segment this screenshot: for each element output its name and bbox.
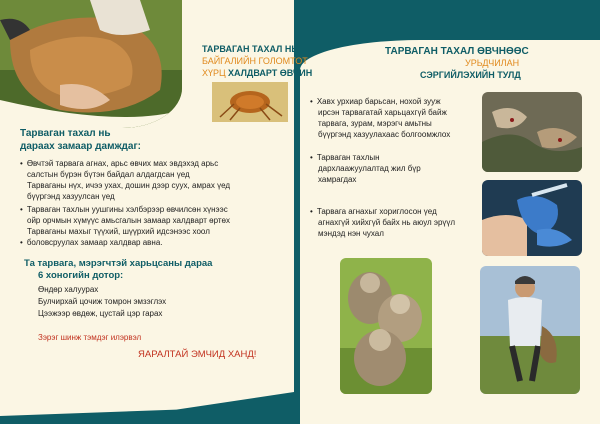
symptom-note: Зэрэг шинж тэмдэг илэрвэл — [38, 333, 142, 342]
paragraph1-line4: бүүргэнд хазуулсан үед — [27, 192, 115, 201]
photo-herdsman — [480, 266, 580, 394]
paragraph2-line1: • Тарваган тахлын уушгины хэлбэрээр өвчилсөн хүнээс — [20, 205, 228, 214]
section-title-transmission-1: Тарваган тахал нь — [20, 128, 111, 139]
prevention-1-line3: тарвага, зурам, мэрэгч амьтны — [318, 119, 432, 128]
symptom-1: Өндөр халуурах — [38, 285, 99, 294]
paragraph1-line2: салстын бүрэн бүтэн байдал алдагдсан үед — [27, 170, 190, 179]
paragraph2-line2: ойр орчмын хүмүүс амьсгалын замаар халдварт өртөх — [27, 216, 230, 225]
prevention-2-line3: хамрагдах — [318, 175, 357, 184]
prevention-1-line4: бүүргэнд хазуулахаас болгоомжлох — [318, 130, 451, 139]
contact-title-2: 6 хоногийн дотор: — [38, 270, 124, 281]
left-heading-2: БАЙГАЛИЙН ГОЛОМТОТ — [202, 56, 308, 66]
contact-title-1: Та тарвага, мэрэгчтэй харьцсаны дараа — [24, 258, 213, 269]
right-title-1: ТАРВАГАН ТАХАЛ ӨВЧНӨӨС — [385, 46, 529, 57]
prevention-3-line1: • Тарвага агнахыг хориглосон үед — [310, 207, 437, 216]
paragraph1-line1: • Өвчтэй тарвага агнах, арьс өвчих мах эвдэхэд арьс — [20, 159, 218, 168]
photo-flea — [212, 82, 288, 122]
prevention-2-line1: • Тарваган тахлын — [310, 153, 380, 162]
left-heading-3b: ХАЛДВАРТ ӨВЧИН — [228, 68, 313, 78]
prevention-3-line3: мэндэд нэн чухал — [318, 229, 384, 238]
right-title-2: УРЬДЧИЛАН — [465, 58, 520, 68]
urgent-doctor-call: ЯАРАЛТАЙ ЭМЧИД ХАНД! — [138, 349, 257, 360]
section-title-transmission-2: дараах замаар дамждаг: — [20, 141, 141, 152]
photo-vaccination — [482, 180, 582, 256]
paragraph2-line4: • боловсруулах замаар халдвар авна. — [20, 238, 163, 247]
prevention-3-line2: агнахгүй хийхгүй байх нь аюул эрүүл — [318, 218, 456, 227]
paragraph1-line3: Тарваганы нүх, ичээ ухах, дошин дээр суух, амрах үед — [27, 181, 231, 190]
prevention-2-line2: дархлаажуулалтад жил бүр — [318, 164, 421, 173]
prevention-1-line1: • Хавх урхиар барьсан, нохой зууж — [310, 97, 441, 106]
prevention-1-line2: ирсэн тарвагатай харьцахгүй байж — [318, 108, 447, 117]
left-heading-3a: ХҮРЦ — [202, 68, 226, 78]
paragraph2-line3: Тарваганы махыг түүхий, шүүрхий идсэнээс хоол — [27, 227, 210, 236]
photo-marmots-group — [340, 258, 432, 394]
symptom-3: Цээжээр өвдөж, цустай цэр гарах — [38, 309, 163, 318]
left-heading-1: ТАРВАГАН ТАХАЛ НЬ — [202, 44, 298, 54]
photo-skinning-marmot — [0, 0, 182, 128]
symptom-2: Булчирхай цочиж томрон эмзэглэх — [38, 297, 167, 306]
photo-dead-marmots — [482, 92, 582, 172]
right-title-3: СЭРГИЙЛЭХИЙН ТУЛД — [420, 70, 521, 80]
